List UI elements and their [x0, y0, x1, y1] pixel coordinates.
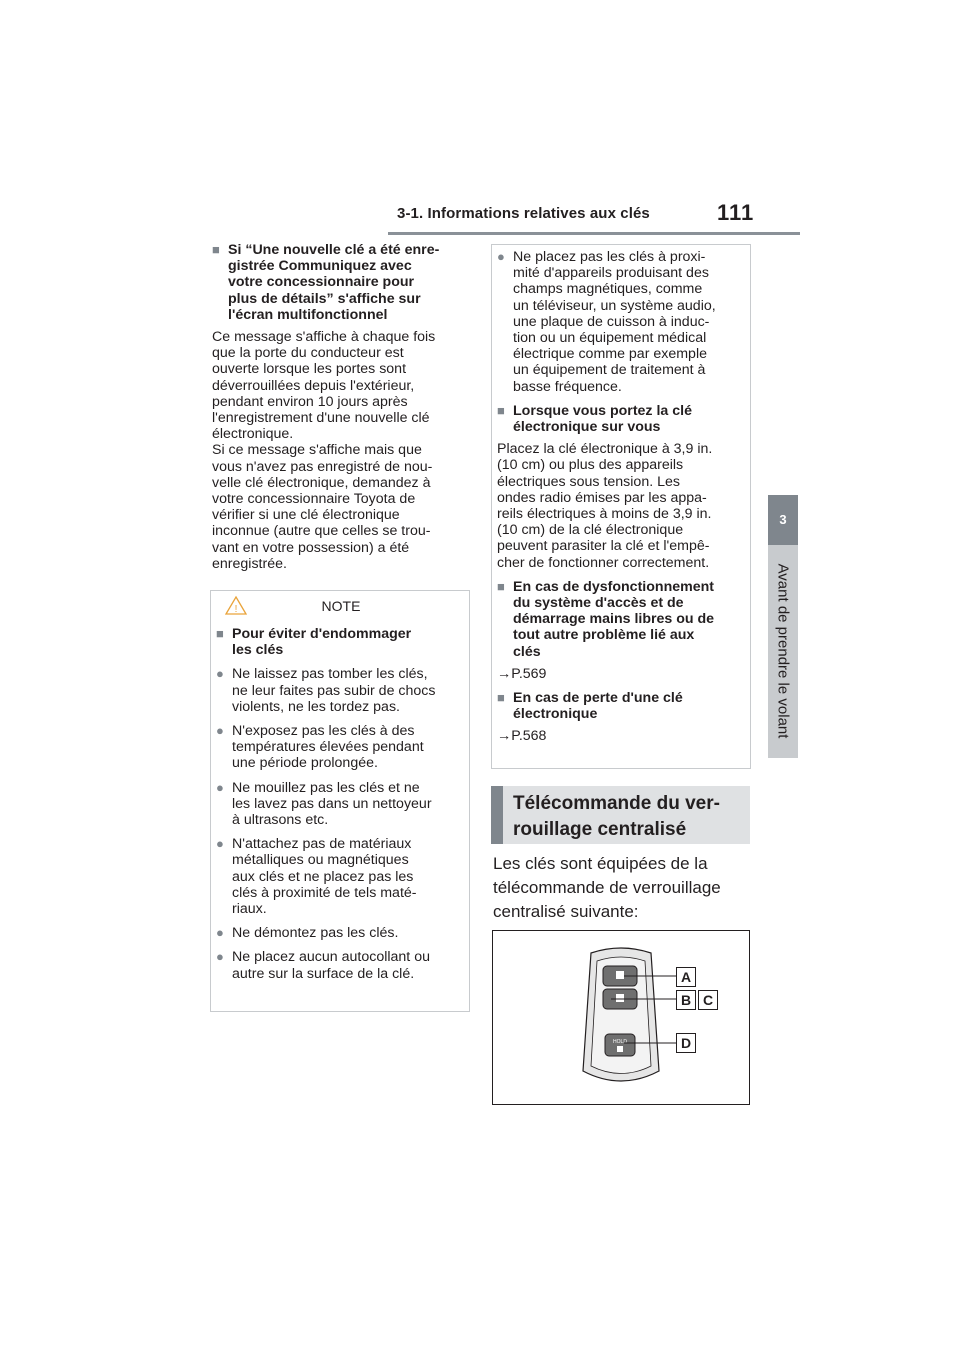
heading-line: les clés — [232, 642, 284, 659]
body-line: l'enregistrement d'une nouvelle clé — [212, 410, 430, 427]
bullet-line: un équipement de traitement à — [513, 362, 706, 379]
note-label: NOTE — [321, 598, 361, 614]
body-line: électriques sous tension. Les — [497, 473, 680, 490]
body-line: ondes radio émises par les appa- — [497, 489, 707, 506]
page-reference-569[interactable]: →P.569 — [497, 665, 547, 682]
heading-line: Si “Une nouvelle clé a été enre- — [228, 242, 440, 258]
body-line: électronique. — [212, 426, 294, 443]
bullet-line: basse fréquence. — [513, 378, 622, 395]
bullet-text — [232, 780, 432, 829]
info-box — [491, 244, 751, 769]
round-bullet-icon: ● — [216, 836, 224, 852]
bullet-line: à ultrasons etc. — [232, 812, 329, 829]
body-line: Placez la clé électronique à 3,9 in. — [497, 441, 713, 458]
square-bullet-icon: ■ — [497, 578, 505, 594]
heading-line: électronique — [513, 706, 598, 723]
warning-triangle-icon — [225, 595, 247, 620]
heading-line: l'écran multifonctionnel — [228, 306, 388, 323]
hold-text: HOLD — [613, 1039, 627, 1045]
note-bullet-item — [216, 666, 466, 715]
note-bullet-item — [216, 723, 466, 772]
bullet-line: aux clés et ne placez pas les — [232, 868, 414, 885]
bullet-line: N'exposez pas les clés à des — [232, 723, 415, 740]
round-bullet-icon: ● — [216, 666, 224, 682]
round-bullet-icon: ● — [216, 779, 224, 795]
heading-new-key-message — [212, 242, 474, 323]
heading-line: clés — [513, 643, 541, 660]
bullet-line: ne leur faites pas subir de chocs — [232, 682, 436, 699]
heading-line: électronique sur vous — [513, 419, 661, 436]
heading-text — [513, 690, 683, 722]
square-bullet-icon: ■ — [216, 626, 224, 641]
bullet-text — [513, 249, 716, 395]
bullet-line: températures élevées pendant — [232, 739, 424, 756]
bullet-line: une plaque de cuisson à induc- — [513, 313, 710, 330]
lost-key-heading — [497, 690, 747, 722]
bullet-text — [232, 836, 417, 917]
note-bullet-item — [216, 780, 466, 829]
chapter-number-tab: 3 — [768, 495, 798, 545]
bullet-line: violents, ne les tordez pas. — [232, 698, 400, 715]
heading-text — [513, 579, 714, 660]
title-line: Télécommande du ver- — [513, 793, 720, 814]
square-bullet-icon: ■ — [497, 690, 505, 706]
body-line: cher de fonctionner correctement. — [497, 554, 710, 571]
left-column — [212, 242, 474, 572]
key-fob-figure — [492, 930, 750, 1105]
heading-line: En cas de perte d'une clé — [513, 690, 683, 707]
round-bullet-icon: ● — [497, 249, 505, 264]
round-bullet-icon: ● — [216, 949, 224, 965]
body-line: vous n'avez pas enregistré de nou- — [212, 458, 433, 475]
body-line: reils électriques à moins de 3,9 in. — [497, 506, 712, 523]
bullet-line: N'attachez pas de matériaux — [232, 836, 412, 853]
body-line: vant en votre possession) a été — [212, 539, 410, 556]
bullet-text — [232, 723, 424, 772]
bullet-line: clés à proximité de tels maté- — [232, 884, 417, 901]
page-number: 111 — [717, 200, 755, 225]
figure-label-c: C — [698, 990, 718, 1010]
heading-line: tout autre problème lié aux — [513, 627, 695, 644]
heading-text — [513, 403, 692, 435]
body-line: déverrouillées depuis l'extérieur, — [212, 377, 415, 394]
body-line: votre concessionnaire Toyota de — [212, 491, 416, 508]
magnetic-fields-bullet — [497, 249, 747, 395]
header-divider — [388, 232, 800, 235]
heading-text — [228, 242, 439, 323]
heading-line: votre concessionnaire pour — [228, 274, 415, 291]
heading-line: gistrée Communiquez avec — [228, 258, 412, 275]
bullet-line: Ne démontez pas les clés. — [232, 925, 399, 942]
bullet-line: Ne placez pas les clés à proxi- — [513, 249, 706, 265]
round-bullet-icon: ● — [216, 723, 224, 739]
bullet-line: riaux. — [232, 901, 267, 918]
heading-line: En cas de dysfonctionnement — [513, 578, 715, 595]
body-line: (10 cm) ou plus des appareils — [497, 457, 684, 474]
bullet-line: électrique comme par exemple — [513, 346, 707, 363]
title-line: rouillage centralisé — [513, 819, 687, 840]
bullet-line: métalliques ou magnétiques — [232, 852, 409, 869]
body-line: peuvent parasiter la clé et l'empê- — [497, 538, 710, 555]
page-reference-568[interactable]: →P.568 — [497, 728, 547, 745]
bullet-line: Ne mouillez pas les clés et ne — [232, 779, 420, 796]
malfunction-heading — [497, 579, 747, 660]
note-bullet-item — [216, 836, 466, 917]
body-line: vérifier si une clé électronique — [212, 507, 400, 524]
new-key-message-body — [212, 329, 474, 572]
svg-text:!: ! — [234, 604, 238, 615]
intro-line: Les clés sont équipées de la — [493, 854, 708, 873]
bullet-line: autre sur la surface de la clé. — [232, 965, 415, 982]
note-heading — [216, 626, 466, 658]
bullet-line: mité d'appareils produisant des — [513, 265, 709, 282]
bullet-line: une période prolongée. — [232, 755, 378, 772]
body-line: pendant environ 10 jours après — [212, 393, 408, 410]
body-line: que la porte du conducteur est — [212, 345, 404, 362]
bullet-line: un téléviseur, un système audio, — [513, 297, 716, 314]
section-heading — [491, 786, 750, 844]
figure-label-b: B — [676, 990, 696, 1010]
bullet-line: champs magnétiques, comme — [513, 281, 703, 298]
body-line: Si ce message s'affiche mais que — [212, 442, 422, 459]
bullet-line: les lavez pas dans un nettoyeur — [232, 795, 432, 812]
key-fob-illustration — [493, 931, 749, 1104]
section-title — [513, 791, 750, 843]
body-line: enregistrée. — [212, 555, 287, 572]
bullet-line: Ne laissez pas tomber les clés, — [232, 666, 428, 683]
carrying-key-heading — [497, 403, 747, 435]
note-bullet-item — [216, 949, 466, 981]
bullet-text — [232, 925, 398, 941]
figure-label-a: A — [676, 967, 696, 987]
heading-line: démarrage mains libres ou de — [513, 611, 715, 628]
heading-line: plus de détails” s'affiche sur — [228, 290, 421, 307]
body-line: velle clé électronique, demandez à — [212, 474, 431, 491]
body-line: (10 cm) de la clé électronique — [497, 522, 684, 539]
round-bullet-icon: ● — [216, 925, 224, 941]
bullet-text — [232, 666, 435, 715]
note-box — [210, 590, 470, 1012]
square-bullet-icon: ■ — [212, 242, 220, 257]
section-intro — [493, 852, 753, 924]
heading-line: Pour éviter d'endommager — [232, 626, 412, 642]
bullet-text — [232, 949, 430, 981]
body-line: ouverte lorsque les portes sont — [212, 361, 407, 378]
bullet-line: Ne placez aucun autocollant ou — [232, 949, 430, 966]
bullet-line: tion ou un équipement médical — [513, 330, 707, 347]
intro-line: télécommande de verrouillage — [493, 878, 721, 897]
figure-label-d: D — [676, 1033, 696, 1053]
square-bullet-icon: ■ — [497, 402, 505, 418]
body-line: inconnue (autre que celles se trou- — [212, 523, 431, 540]
note-bullet-item — [216, 925, 466, 941]
heading-line: du système d'accès et de — [513, 595, 684, 612]
chapter-title: Avant de prendre le volant — [774, 563, 792, 739]
section-header-title: 3-1. Informations relatives aux clés — [397, 205, 650, 222]
intro-line: centralisé suivante: — [493, 902, 639, 921]
note-bullet-list — [216, 658, 466, 981]
heading-line: Lorsque vous portez la clé — [513, 402, 692, 419]
note-heading-text — [232, 626, 411, 658]
carrying-key-body — [497, 441, 747, 571]
body-line: Ce message s'affiche à chaque fois — [212, 329, 436, 346]
